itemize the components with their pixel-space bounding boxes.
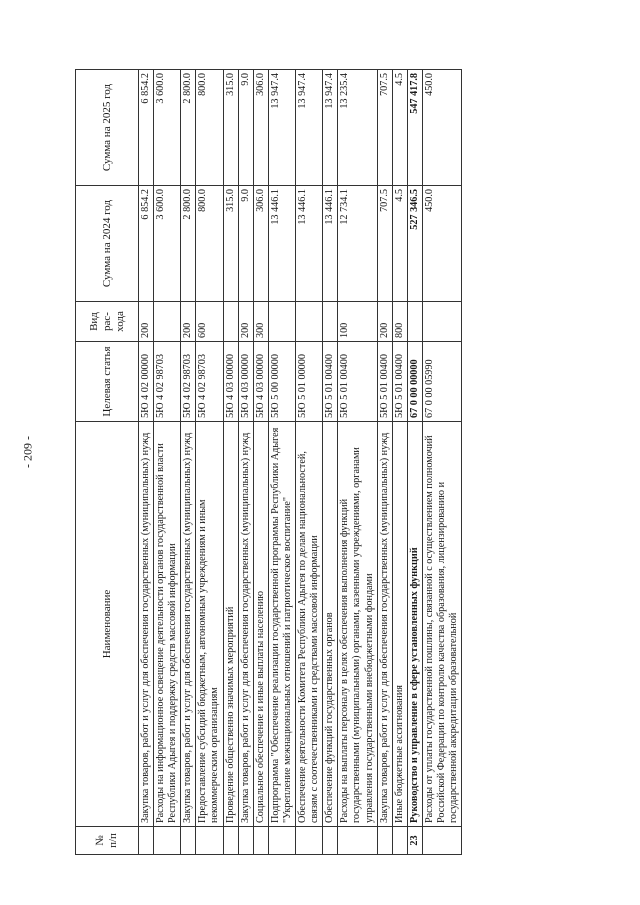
row-number — [268, 827, 295, 855]
row-sum-2025: 306.0 — [253, 70, 268, 186]
row-sum-2025: 13 947.4 — [268, 70, 295, 186]
row-expense-type: 200 — [181, 302, 196, 342]
row-expense-type: 800 — [392, 302, 407, 342]
row-expense-type — [154, 302, 181, 342]
table-row — [139, 70, 154, 855]
row-name: Социальное обеспечение и иные выплаты населению — [253, 422, 268, 827]
row-target-article: 5Ю 4 02 00000 — [139, 342, 154, 422]
header-vid: Вид рас- хода — [76, 302, 139, 342]
table-row — [253, 70, 268, 855]
row-number — [392, 827, 407, 855]
row-sum-2025: 315.0 — [223, 70, 238, 186]
rotated-table-container — [75, 70, 580, 855]
row-sum-2024: 2 800.0 — [181, 186, 196, 302]
table-header-row — [76, 70, 139, 855]
row-number — [139, 827, 154, 855]
row-sum-2024: 12 734.1 — [338, 186, 377, 302]
row-name: Закупка товаров, работ и услуг для обеспечения государственных (муниципальных) нужд — [238, 422, 253, 827]
row-sum-2024: 13 446.1 — [323, 186, 338, 302]
row-name: Закупка товаров, работ и услуг для обеспечения государственных (муниципальных) нужд — [139, 422, 154, 827]
row-sum-2024: 4.5 — [392, 186, 407, 302]
table-row — [238, 70, 253, 855]
row-target-article: 5Ю 5 01 00400 — [338, 342, 377, 422]
table-row — [377, 70, 392, 855]
row-name: Закупка товаров, работ и услуг для обеспечения государственных (муниципальных) нужд — [181, 422, 196, 827]
table-row — [196, 70, 223, 855]
header-num: № п/п — [76, 827, 139, 855]
row-number — [377, 827, 392, 855]
row-name: Предоставление субсидий бюджетным, автономным учреждениям и иным некоммерческим организациям — [196, 422, 223, 827]
row-name: Подпрограмма "Обеспечение реализации государственной программы Республики Адыгея "Укрепление межнациональных отношений и патриотическое воспитание" — [268, 422, 295, 827]
row-sum-2024: 707.5 — [377, 186, 392, 302]
row-sum-2024: 450.0 — [422, 186, 461, 302]
table-row — [338, 70, 377, 855]
row-target-article: 5Ю 5 01 00400 — [377, 342, 392, 422]
row-sum-2024: 13 446.1 — [268, 186, 295, 302]
table-row — [407, 70, 422, 855]
row-sum-2024: 306.0 — [253, 186, 268, 302]
row-target-article: 5Ю 4 02 98703 — [181, 342, 196, 422]
row-sum-2025: 4.5 — [392, 70, 407, 186]
row-number: 23 — [407, 827, 422, 855]
row-target-article: 67 0 00 00000 — [407, 342, 422, 422]
row-sum-2025: 13 947.4 — [296, 70, 323, 186]
row-target-article: 5Ю 4 03 00000 — [238, 342, 253, 422]
row-sum-2025: 13 235.4 — [338, 70, 377, 186]
row-target-article: 5Ю 5 01 00400 — [323, 342, 338, 422]
row-sum-2025: 6 854.2 — [139, 70, 154, 186]
row-sum-2024: 800.0 — [196, 186, 223, 302]
header-sum-2024: Сумма на 2024 год — [76, 186, 139, 302]
row-target-article: 5Ю 4 03 00000 — [223, 342, 238, 422]
row-name: Иные бюджетные ассигнования — [392, 422, 407, 827]
table-row — [268, 70, 295, 855]
row-name: Обеспечение функций государственных органов — [323, 422, 338, 827]
row-sum-2025: 9.0 — [238, 70, 253, 186]
row-sum-2024: 9.0 — [238, 186, 253, 302]
row-expense-type: 600 — [196, 302, 223, 342]
row-sum-2025: 450.0 — [422, 70, 461, 186]
row-name: Руководство и управление в сфере установленных функций — [407, 422, 422, 827]
table-body — [139, 70, 462, 855]
row-name: Расходы на информационное освещение деятельности органов государственной власти Республики Адыгея и поддержку средств массовой информации — [154, 422, 181, 827]
row-number — [154, 827, 181, 855]
row-number — [238, 827, 253, 855]
table-row — [323, 70, 338, 855]
row-number — [223, 827, 238, 855]
table-row — [392, 70, 407, 855]
row-name: Расходы на выплаты персоналу в целях обеспечения выполнения функций государственными (муниципальными) органами, казенными учреждениями, органами управления государственными внебюджетными фондами — [338, 422, 377, 827]
table-row — [223, 70, 238, 855]
row-number — [196, 827, 223, 855]
row-number — [253, 827, 268, 855]
row-expense-type: 200 — [377, 302, 392, 342]
row-sum-2025: 800.0 — [196, 70, 223, 186]
header-sum-2025: Сумма на 2025 год — [76, 70, 139, 186]
row-sum-2024: 527 346.5 — [407, 186, 422, 302]
header-name: Наименование — [76, 422, 139, 827]
row-expense-type — [223, 302, 238, 342]
row-expense-type: 200 — [139, 302, 154, 342]
row-expense-type — [407, 302, 422, 342]
row-sum-2025: 2 800.0 — [181, 70, 196, 186]
budget-table — [75, 69, 462, 855]
table-row — [154, 70, 181, 855]
row-sum-2024: 6 854.2 — [139, 186, 154, 302]
row-number — [323, 827, 338, 855]
row-target-article: 5Ю 5 01 00000 — [296, 342, 323, 422]
row-sum-2024: 13 446.1 — [296, 186, 323, 302]
row-name: Проведение общественно значимых мероприятий — [223, 422, 238, 827]
row-name: Закупка товаров, работ и услуг для обеспечения государственных (муниципальных) нужд — [377, 422, 392, 827]
row-name: Обеспечение деятельности Комитета Республики Адыгея по делам национальностей, связям с соотечественниками и средствами массовой информации — [296, 422, 323, 827]
row-target-article: 67 0 00 05990 — [422, 342, 461, 422]
row-number — [181, 827, 196, 855]
row-expense-type — [296, 302, 323, 342]
header-code: Целевая статья — [76, 342, 139, 422]
row-number — [422, 827, 461, 855]
row-number — [296, 827, 323, 855]
row-sum-2025: 3 600.0 — [154, 70, 181, 186]
table-row — [296, 70, 323, 855]
row-target-article: 5Ю 5 01 00400 — [392, 342, 407, 422]
row-target-article: 5Ю 4 02 98703 — [196, 342, 223, 422]
page-number: - 209 - — [20, 436, 35, 468]
table-row — [422, 70, 461, 855]
row-expense-type — [323, 302, 338, 342]
row-name: Расходы от уплаты государственной пошлины, связанной с осуществлением полномочий Российской Федерации по контролю качества образования, лицензированию и государственной аккредитации образовательной — [422, 422, 461, 827]
row-number — [338, 827, 377, 855]
row-sum-2024: 3 600.0 — [154, 186, 181, 302]
row-target-article: 5Ю 5 00 00000 — [268, 342, 295, 422]
row-expense-type: 300 — [253, 302, 268, 342]
row-target-article: 5Ю 4 02 98703 — [154, 342, 181, 422]
row-expense-type: 100 — [338, 302, 377, 342]
row-expense-type: 200 — [238, 302, 253, 342]
row-expense-type — [422, 302, 461, 342]
row-target-article: 5Ю 4 03 00000 — [253, 342, 268, 422]
row-sum-2025: 707.5 — [377, 70, 392, 186]
row-expense-type — [268, 302, 295, 342]
row-sum-2024: 315.0 — [223, 186, 238, 302]
row-sum-2025: 13 947.4 — [323, 70, 338, 186]
row-sum-2025: 547 417.8 — [407, 70, 422, 186]
table-row — [181, 70, 196, 855]
